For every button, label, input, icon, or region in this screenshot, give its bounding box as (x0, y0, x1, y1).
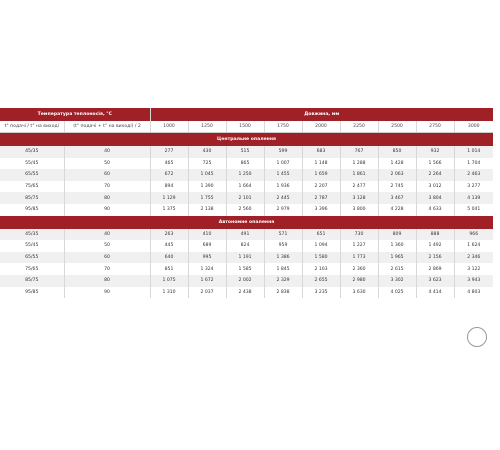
value-cell: 410 (188, 229, 226, 241)
temp-cell: 85/75 (0, 192, 64, 204)
value-cell: 430 (188, 146, 226, 158)
avg-cell: 90 (64, 204, 150, 216)
table-row (0, 192, 493, 204)
table-row (0, 263, 493, 275)
value-cell: 2 438 (226, 287, 264, 299)
value-cell: 1 585 (226, 263, 264, 275)
value-cell: 995 (188, 252, 226, 264)
value-cell: 851 (150, 263, 188, 275)
value-cell: 1 390 (188, 181, 226, 193)
table-row (0, 240, 493, 252)
value-cell: 445 (150, 240, 188, 252)
length-header-0: 1000 (150, 121, 188, 133)
value-cell: 1 672 (188, 275, 226, 287)
value-cell: 3 012 (416, 181, 454, 193)
header-row (0, 108, 493, 121)
value-cell: 4 228 (378, 204, 416, 216)
table-row (0, 275, 493, 287)
value-cell: 2 138 (188, 204, 226, 216)
value-cell: 2 979 (264, 204, 302, 216)
value-cell: 894 (150, 181, 188, 193)
temp-cell: 95/85 (0, 287, 64, 299)
value-cell: 3 800 (340, 204, 378, 216)
table-body (0, 108, 493, 298)
length-header-7: 2750 (416, 121, 454, 133)
value-cell: 1 455 (264, 169, 302, 181)
value-cell: 1 664 (226, 181, 264, 193)
temp-cell: 75/65 (0, 263, 64, 275)
table-row (0, 146, 493, 158)
value-cell: 932 (416, 146, 454, 158)
value-cell: 3 943 (454, 275, 493, 287)
value-cell: 465 (150, 158, 188, 170)
value-cell: 959 (264, 240, 302, 252)
temp-cell: 65/55 (0, 252, 64, 264)
length-header: Довжина, мм (150, 108, 493, 121)
length-header-1: 1250 (188, 121, 226, 133)
value-cell: 1 386 (264, 252, 302, 264)
section-title: Центральне опалення (0, 133, 493, 147)
table-row (0, 287, 493, 299)
avg-cell: 90 (64, 287, 150, 299)
value-cell: 2 560 (226, 204, 264, 216)
value-cell: 4 139 (454, 192, 493, 204)
value-cell: 2 103 (302, 263, 340, 275)
temp-cell: 55/45 (0, 158, 64, 170)
value-cell: 1 375 (150, 204, 188, 216)
value-cell: 1 773 (340, 252, 378, 264)
value-cell: 2 869 (416, 263, 454, 275)
value-cell: 2 101 (226, 192, 264, 204)
value-cell: 1 094 (302, 240, 340, 252)
value-cell: 2 207 (302, 181, 340, 193)
value-cell: 2 329 (264, 275, 302, 287)
table-row (0, 229, 493, 241)
temperature-header: Температура теплоносія, °С (0, 108, 150, 121)
temp-cell: 85/75 (0, 275, 64, 287)
temp-cell: 75/65 (0, 181, 64, 193)
value-cell: 651 (302, 229, 340, 241)
length-header-8: 3000 (454, 121, 493, 133)
value-cell: 1 360 (378, 240, 416, 252)
section-title: Автономне опалення (0, 216, 493, 229)
value-cell: 2 445 (264, 192, 302, 204)
value-cell: 1 845 (264, 263, 302, 275)
highlight-circle (467, 327, 487, 347)
value-cell: 1 250 (226, 169, 264, 181)
value-cell: 2 745 (378, 181, 416, 193)
table-row (0, 158, 493, 170)
temp-cell: 45/35 (0, 146, 64, 158)
heat-output-table-container (0, 108, 493, 298)
value-cell: 809 (378, 229, 416, 241)
value-cell: 1 007 (264, 158, 302, 170)
value-cell: 725 (188, 158, 226, 170)
value-cell: 4 414 (416, 287, 454, 299)
avg-cell: 60 (64, 252, 150, 264)
value-cell: 2 787 (302, 192, 340, 204)
avg-cell: 80 (64, 275, 150, 287)
value-cell: 3 804 (416, 192, 454, 204)
temp-cell: 95/85 (0, 204, 64, 216)
temp-cell: 45/35 (0, 229, 64, 241)
value-cell: 263 (150, 229, 188, 241)
value-cell: 730 (340, 229, 378, 241)
value-cell: 3 128 (340, 192, 378, 204)
value-cell: 2 463 (454, 169, 493, 181)
value-cell: 683 (302, 146, 340, 158)
value-cell: 3 467 (378, 192, 416, 204)
value-cell: 1 045 (188, 169, 226, 181)
value-cell: 2 980 (340, 275, 378, 287)
length-header-3: 1750 (264, 121, 302, 133)
value-cell: 3 396 (302, 204, 340, 216)
value-cell: 1 704 (454, 158, 493, 170)
value-cell: 1 861 (340, 169, 378, 181)
value-cell: 824 (226, 240, 264, 252)
value-cell: 1 659 (302, 169, 340, 181)
value-cell: 2 615 (378, 263, 416, 275)
value-cell: 2 346 (454, 252, 493, 264)
value-cell: 3 277 (454, 181, 493, 193)
value-cell: 1 965 (378, 252, 416, 264)
table-row (0, 181, 493, 193)
value-cell: 1 324 (188, 263, 226, 275)
value-cell: 1 310 (150, 287, 188, 299)
value-cell: 1 014 (454, 146, 493, 158)
value-cell: 865 (226, 158, 264, 170)
value-cell: 1 624 (454, 240, 493, 252)
value-cell: 3 623 (416, 275, 454, 287)
value-cell: 1 580 (302, 252, 340, 264)
value-cell: 850 (378, 146, 416, 158)
value-cell: 966 (454, 229, 493, 241)
length-header-2: 1500 (226, 121, 264, 133)
value-cell: 1 129 (150, 192, 188, 204)
value-cell: 2 655 (302, 275, 340, 287)
avg-cell: 70 (64, 181, 150, 193)
value-cell: 1 936 (264, 181, 302, 193)
value-cell: 2 037 (188, 287, 226, 299)
value-cell: 3 302 (378, 275, 416, 287)
avg-cell: 40 (64, 229, 150, 241)
length-header-6: 2500 (378, 121, 416, 133)
value-cell: 2 477 (340, 181, 378, 193)
value-cell: 277 (150, 146, 188, 158)
temp-cell: 55/45 (0, 240, 64, 252)
table-row (0, 169, 493, 181)
supply-return-header: t° подачі / t° на виході (0, 121, 64, 133)
avg-cell: 50 (64, 240, 150, 252)
value-cell: 767 (340, 146, 378, 158)
value-cell: 2 156 (416, 252, 454, 264)
value-cell: 4 803 (454, 287, 493, 299)
value-cell: 640 (150, 252, 188, 264)
subheader-row (0, 121, 493, 133)
value-cell: 3 235 (302, 287, 340, 299)
value-cell: 1 755 (188, 192, 226, 204)
value-cell: 4 633 (416, 204, 454, 216)
value-cell: 672 (150, 169, 188, 181)
value-cell: 1 191 (226, 252, 264, 264)
length-header-4: 2000 (302, 121, 340, 133)
value-cell: 1 227 (340, 240, 378, 252)
avg-cell: 40 (64, 146, 150, 158)
section-row (0, 216, 493, 229)
value-cell: 2 264 (416, 169, 454, 181)
table-row (0, 204, 493, 216)
value-cell: 2 002 (226, 275, 264, 287)
average-header: (t° подачі + t° на виході) / 2 (64, 121, 150, 133)
value-cell: 571 (264, 229, 302, 241)
value-cell: 3 122 (454, 263, 493, 275)
value-cell: 491 (226, 229, 264, 241)
value-cell: 5 041 (454, 204, 493, 216)
value-cell: 1 288 (340, 158, 378, 170)
value-cell: 515 (226, 146, 264, 158)
value-cell: 1 075 (150, 275, 188, 287)
avg-cell: 80 (64, 192, 150, 204)
value-cell: 4 025 (378, 287, 416, 299)
value-cell: 1 428 (378, 158, 416, 170)
table-row (0, 252, 493, 264)
value-cell: 1 148 (302, 158, 340, 170)
value-cell: 599 (264, 146, 302, 158)
heat-output-table (0, 108, 493, 298)
value-cell: 2 360 (340, 263, 378, 275)
value-cell: 2 838 (264, 287, 302, 299)
section-row (0, 133, 493, 147)
value-cell: 1 566 (416, 158, 454, 170)
value-cell: 1 492 (416, 240, 454, 252)
value-cell: 2 063 (378, 169, 416, 181)
value-cell: 888 (416, 229, 454, 241)
value-cell: 689 (188, 240, 226, 252)
avg-cell: 70 (64, 263, 150, 275)
length-header-5: 2250 (340, 121, 378, 133)
avg-cell: 60 (64, 169, 150, 181)
avg-cell: 50 (64, 158, 150, 170)
temp-cell: 65/55 (0, 169, 64, 181)
value-cell: 3 630 (340, 287, 378, 299)
